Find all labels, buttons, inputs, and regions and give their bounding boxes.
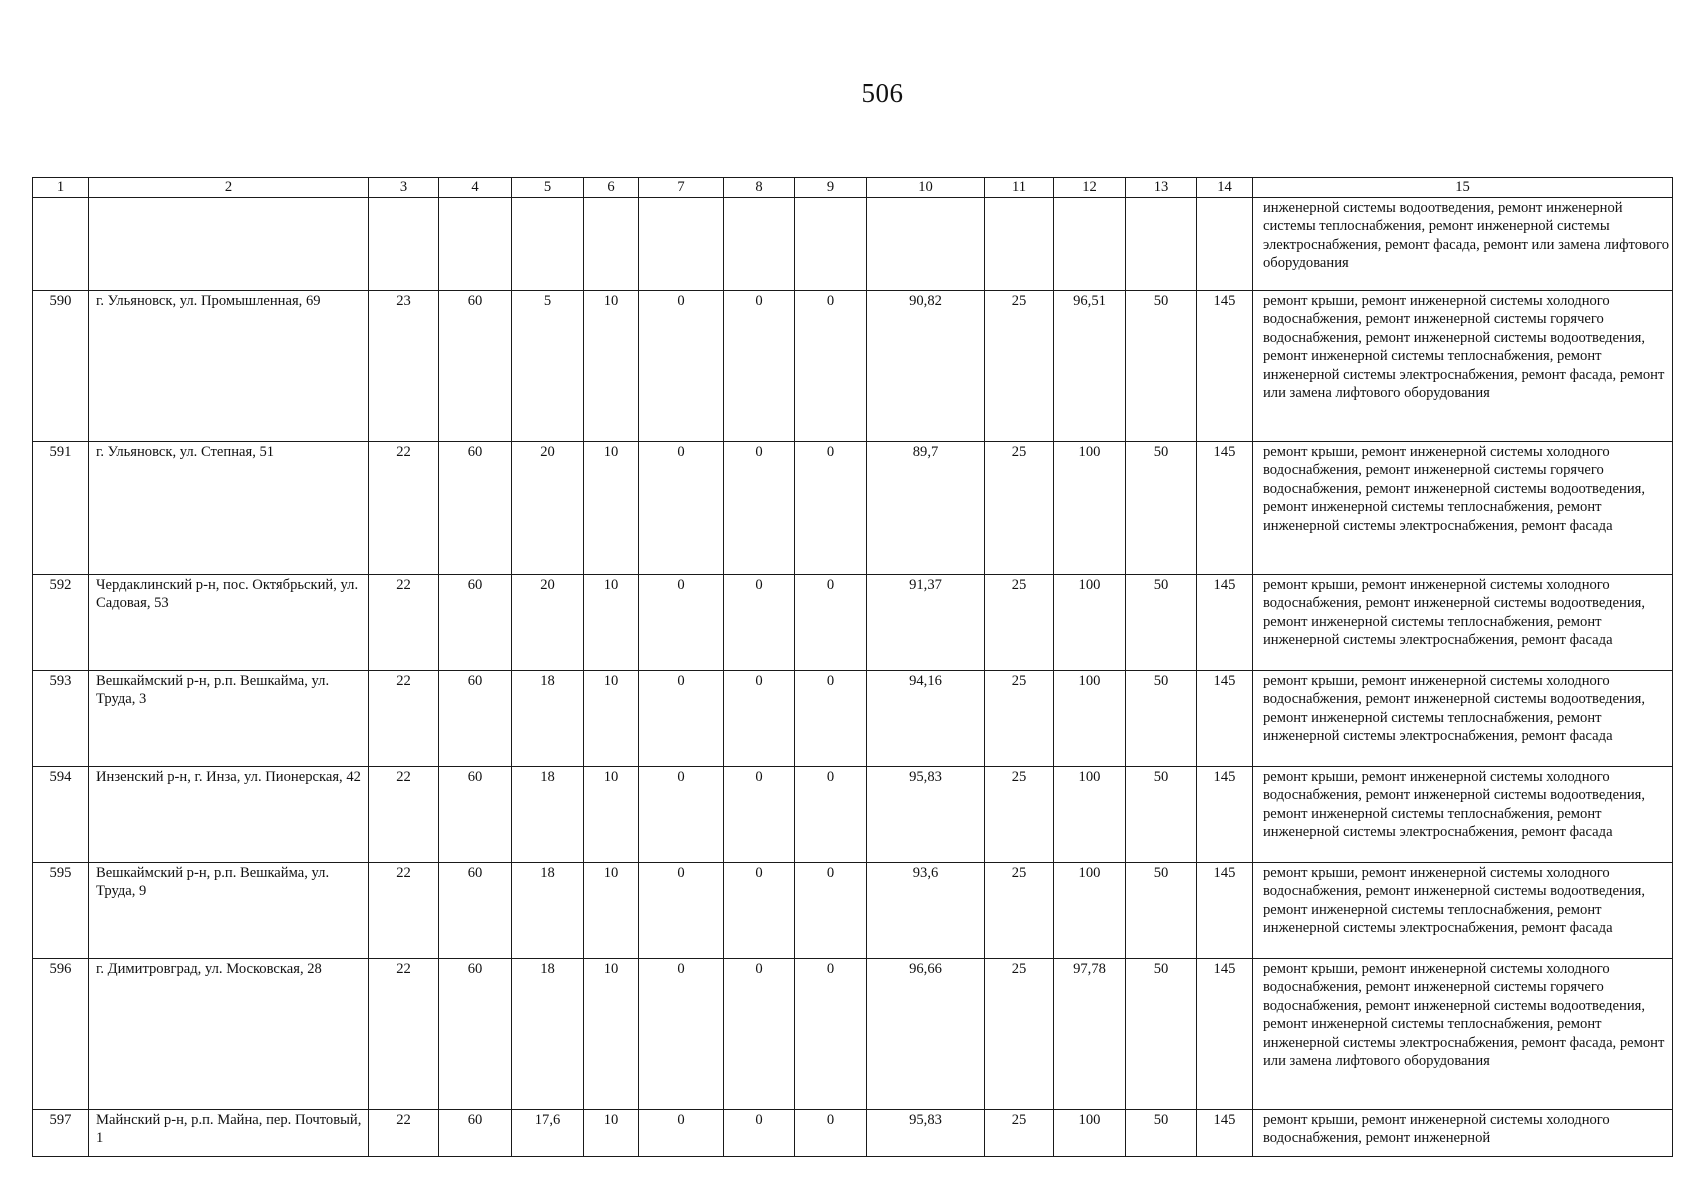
col-4-cell: 60 bbox=[439, 959, 512, 1110]
col-9-cell: 0 bbox=[795, 442, 867, 575]
col-10-cell: 93,6 bbox=[867, 863, 985, 959]
header-col-4: 4 bbox=[439, 178, 512, 198]
col-11-cell: 25 bbox=[985, 575, 1054, 671]
col-3-cell: 22 bbox=[369, 863, 439, 959]
col-10-cell: 95,83 bbox=[867, 1110, 985, 1157]
col-4-cell: 60 bbox=[439, 1110, 512, 1157]
empty-cell bbox=[985, 198, 1054, 291]
col-6-cell: 10 bbox=[584, 442, 639, 575]
header-col-12: 12 bbox=[1054, 178, 1126, 198]
header-col-13: 13 bbox=[1126, 178, 1197, 198]
col-14-cell: 145 bbox=[1197, 442, 1253, 575]
empty-cell bbox=[1126, 198, 1197, 291]
col-5-cell: 17,6 bbox=[512, 1110, 584, 1157]
header-col-5: 5 bbox=[512, 178, 584, 198]
table-row bbox=[33, 575, 1673, 671]
col-14-cell: 145 bbox=[1197, 1110, 1253, 1157]
address-cell: г. Димитровград, ул. Московская, 28 bbox=[89, 959, 369, 1110]
col-5-cell: 18 bbox=[512, 959, 584, 1110]
col-6-cell: 10 bbox=[584, 671, 639, 767]
col-9-cell: 0 bbox=[795, 291, 867, 442]
col-7-cell: 0 bbox=[639, 291, 724, 442]
col-10-cell: 91,37 bbox=[867, 575, 985, 671]
col-8-cell: 0 bbox=[724, 291, 795, 442]
col-13-cell: 50 bbox=[1126, 291, 1197, 442]
col-8-cell: 0 bbox=[724, 767, 795, 863]
table-row bbox=[33, 863, 1673, 959]
header-col-11: 11 bbox=[985, 178, 1054, 198]
col-8-cell: 0 bbox=[724, 575, 795, 671]
empty-cell bbox=[89, 198, 369, 291]
empty-cell bbox=[1197, 198, 1253, 291]
repair-program-table bbox=[32, 177, 1673, 1157]
col-12-cell: 100 bbox=[1054, 863, 1126, 959]
col-11-cell: 25 bbox=[985, 291, 1054, 442]
col-7-cell: 0 bbox=[639, 671, 724, 767]
col-11-cell: 25 bbox=[985, 671, 1054, 767]
col-3-cell: 23 bbox=[369, 291, 439, 442]
document-table-container bbox=[32, 177, 1672, 1157]
col-3-cell: 22 bbox=[369, 959, 439, 1110]
works-cell: ремонт крыши, ремонт инженерной системы холодного водоснабжения, ремонт инженерной системы водоотведения, ремонт инженерной системы теплоснабжения, ремонт инженерной системы электроснабжения, ремонт фасада bbox=[1253, 767, 1673, 863]
row-number: 594 bbox=[33, 767, 89, 863]
col-6-cell: 10 bbox=[584, 575, 639, 671]
col-13-cell: 50 bbox=[1126, 959, 1197, 1110]
col-6-cell: 10 bbox=[584, 1110, 639, 1157]
works-cell: ремонт крыши, ремонт инженерной системы холодного водоснабжения, ремонт инженерной системы горячего водоснабжения, ремонт инженерной системы водоотведения, ремонт инженерной системы теплоснабжения, ремонт инженерной системы электроснабжения, ремонт фасада, ремонт или замена лифтового оборудования bbox=[1253, 959, 1673, 1110]
address-cell: Вешкаймский р-н, р.п. Вешкайма, ул. Труда, 9 bbox=[89, 863, 369, 959]
col-11-cell: 25 bbox=[985, 442, 1054, 575]
col-4-cell: 60 bbox=[439, 671, 512, 767]
header-col-1: 1 bbox=[33, 178, 89, 198]
col-10-cell: 94,16 bbox=[867, 671, 985, 767]
col-3-cell: 22 bbox=[369, 1110, 439, 1157]
col-6-cell: 10 bbox=[584, 291, 639, 442]
works-cell: ремонт крыши, ремонт инженерной системы холодного водоснабжения, ремонт инженерной системы водоотведения, ремонт инженерной системы теплоснабжения, ремонт инженерной системы электроснабжения, ремонт фасада bbox=[1253, 671, 1673, 767]
col-14-cell: 145 bbox=[1197, 291, 1253, 442]
col-3-cell: 22 bbox=[369, 767, 439, 863]
col-4-cell: 60 bbox=[439, 767, 512, 863]
col-9-cell: 0 bbox=[795, 863, 867, 959]
col-7-cell: 0 bbox=[639, 575, 724, 671]
col-10-cell: 89,7 bbox=[867, 442, 985, 575]
col-5-cell: 20 bbox=[512, 442, 584, 575]
col-12-cell: 100 bbox=[1054, 767, 1126, 863]
col-8-cell: 0 bbox=[724, 442, 795, 575]
col-14-cell: 145 bbox=[1197, 575, 1253, 671]
col-12-cell: 96,51 bbox=[1054, 291, 1126, 442]
col-10-cell: 90,82 bbox=[867, 291, 985, 442]
header-col-7: 7 bbox=[639, 178, 724, 198]
row-number: 590 bbox=[33, 291, 89, 442]
row-number: 591 bbox=[33, 442, 89, 575]
col-7-cell: 0 bbox=[639, 959, 724, 1110]
header-col-8: 8 bbox=[724, 178, 795, 198]
col-5-cell: 18 bbox=[512, 671, 584, 767]
works-cell: ремонт крыши, ремонт инженерной системы холодного водоснабжения, ремонт инженерной системы горячего водоснабжения, ремонт инженерной системы водоотведения, ремонт инженерной системы теплоснабжения, ремонт инженерной системы электроснабжения, ремонт фасада, ремонт или замена лифтового оборудования bbox=[1253, 291, 1673, 442]
works-cell: ремонт крыши, ремонт инженерной системы холодного водоснабжения, ремонт инженерной bbox=[1253, 1110, 1673, 1157]
table-row bbox=[33, 671, 1673, 767]
col-14-cell: 145 bbox=[1197, 767, 1253, 863]
empty-cell bbox=[639, 198, 724, 291]
col-7-cell: 0 bbox=[639, 1110, 724, 1157]
empty-cell bbox=[512, 198, 584, 291]
col-5-cell: 18 bbox=[512, 863, 584, 959]
table-row bbox=[33, 767, 1673, 863]
col-14-cell: 145 bbox=[1197, 863, 1253, 959]
col-12-cell: 100 bbox=[1054, 575, 1126, 671]
col-9-cell: 0 bbox=[795, 959, 867, 1110]
empty-cell bbox=[33, 198, 89, 291]
row-number: 597 bbox=[33, 1110, 89, 1157]
col-5-cell: 18 bbox=[512, 767, 584, 863]
col-13-cell: 50 bbox=[1126, 863, 1197, 959]
col-13-cell: 50 bbox=[1126, 1110, 1197, 1157]
empty-cell bbox=[867, 198, 985, 291]
empty-cell bbox=[1054, 198, 1126, 291]
col-4-cell: 60 bbox=[439, 291, 512, 442]
address-cell: г. Ульяновск, ул. Степная, 51 bbox=[89, 442, 369, 575]
header-col-14: 14 bbox=[1197, 178, 1253, 198]
col-6-cell: 10 bbox=[584, 959, 639, 1110]
col-8-cell: 0 bbox=[724, 863, 795, 959]
continuation-row bbox=[33, 198, 1673, 291]
table-row bbox=[33, 291, 1673, 442]
table-row bbox=[33, 1110, 1673, 1157]
page-number: 506 bbox=[861, 78, 904, 108]
col-3-cell: 22 bbox=[369, 671, 439, 767]
col-12-cell: 100 bbox=[1054, 671, 1126, 767]
table-header-row bbox=[33, 178, 1673, 198]
works-cell: ремонт крыши, ремонт инженерной системы холодного водоснабжения, ремонт инженерной системы горячего водоснабжения, ремонт инженерной системы водоотведения, ремонт инженерной системы теплоснабжения, ремонт инженерной системы электроснабжения, ремонт фасада bbox=[1253, 442, 1673, 575]
row-number: 593 bbox=[33, 671, 89, 767]
works-cell: инженерной системы водоотведения, ремонт инженерной системы теплоснабжения, ремонт инженерной системы электроснабжения, ремонт фасада, ремонт или замена лифтового оборудования bbox=[1253, 198, 1673, 291]
header-col-6: 6 bbox=[584, 178, 639, 198]
row-number: 595 bbox=[33, 863, 89, 959]
col-13-cell: 50 bbox=[1126, 767, 1197, 863]
col-9-cell: 0 bbox=[795, 575, 867, 671]
col-13-cell: 50 bbox=[1126, 671, 1197, 767]
col-12-cell: 100 bbox=[1054, 442, 1126, 575]
col-7-cell: 0 bbox=[639, 442, 724, 575]
empty-cell bbox=[795, 198, 867, 291]
table-row bbox=[33, 442, 1673, 575]
col-12-cell: 100 bbox=[1054, 1110, 1126, 1157]
empty-cell bbox=[439, 198, 512, 291]
col-9-cell: 0 bbox=[795, 767, 867, 863]
row-number: 592 bbox=[33, 575, 89, 671]
works-cell: ремонт крыши, ремонт инженерной системы холодного водоснабжения, ремонт инженерной системы водоотведения, ремонт инженерной системы теплоснабжения, ремонт инженерной системы электроснабжения, ремонт фасада bbox=[1253, 863, 1673, 959]
col-7-cell: 0 bbox=[639, 767, 724, 863]
col-11-cell: 25 bbox=[985, 959, 1054, 1110]
col-12-cell: 97,78 bbox=[1054, 959, 1126, 1110]
header-col-15: 15 bbox=[1253, 178, 1673, 198]
header-col-9: 9 bbox=[795, 178, 867, 198]
col-9-cell: 0 bbox=[795, 1110, 867, 1157]
col-4-cell: 60 bbox=[439, 442, 512, 575]
col-5-cell: 5 bbox=[512, 291, 584, 442]
table-row bbox=[33, 959, 1673, 1110]
address-cell: Инзенский р-н, г. Инза, ул. Пионерская, 42 bbox=[89, 767, 369, 863]
col-8-cell: 0 bbox=[724, 959, 795, 1110]
col-11-cell: 25 bbox=[985, 863, 1054, 959]
empty-cell bbox=[369, 198, 439, 291]
col-11-cell: 25 bbox=[985, 1110, 1054, 1157]
col-5-cell: 20 bbox=[512, 575, 584, 671]
col-11-cell: 25 bbox=[985, 767, 1054, 863]
header-col-2: 2 bbox=[89, 178, 369, 198]
address-cell: Вешкаймский р-н, р.п. Вешкайма, ул. Труда, 3 bbox=[89, 671, 369, 767]
col-8-cell: 0 bbox=[724, 671, 795, 767]
empty-cell bbox=[724, 198, 795, 291]
col-6-cell: 10 bbox=[584, 767, 639, 863]
col-10-cell: 95,83 bbox=[867, 767, 985, 863]
row-number: 596 bbox=[33, 959, 89, 1110]
col-8-cell: 0 bbox=[724, 1110, 795, 1157]
address-cell: Чердаклинский р-н, пос. Октябрьский, ул. Садовая, 53 bbox=[89, 575, 369, 671]
col-9-cell: 0 bbox=[795, 671, 867, 767]
col-3-cell: 22 bbox=[369, 575, 439, 671]
works-cell: ремонт крыши, ремонт инженерной системы холодного водоснабжения, ремонт инженерной системы водоотведения, ремонт инженерной системы теплоснабжения, ремонт инженерной системы электроснабжения, ремонт фасада bbox=[1253, 575, 1673, 671]
col-4-cell: 60 bbox=[439, 575, 512, 671]
col-10-cell: 96,66 bbox=[867, 959, 985, 1110]
col-13-cell: 50 bbox=[1126, 442, 1197, 575]
address-cell: Майнский р-н, р.п. Майна, пер. Почтовый, 1 bbox=[89, 1110, 369, 1157]
col-13-cell: 50 bbox=[1126, 575, 1197, 671]
header-col-10: 10 bbox=[867, 178, 985, 198]
header-col-3: 3 bbox=[369, 178, 439, 198]
col-14-cell: 145 bbox=[1197, 959, 1253, 1110]
col-6-cell: 10 bbox=[584, 863, 639, 959]
empty-cell bbox=[584, 198, 639, 291]
col-4-cell: 60 bbox=[439, 863, 512, 959]
col-7-cell: 0 bbox=[639, 863, 724, 959]
col-14-cell: 145 bbox=[1197, 671, 1253, 767]
col-3-cell: 22 bbox=[369, 442, 439, 575]
address-cell: г. Ульяновск, ул. Промышленная, 69 bbox=[89, 291, 369, 442]
